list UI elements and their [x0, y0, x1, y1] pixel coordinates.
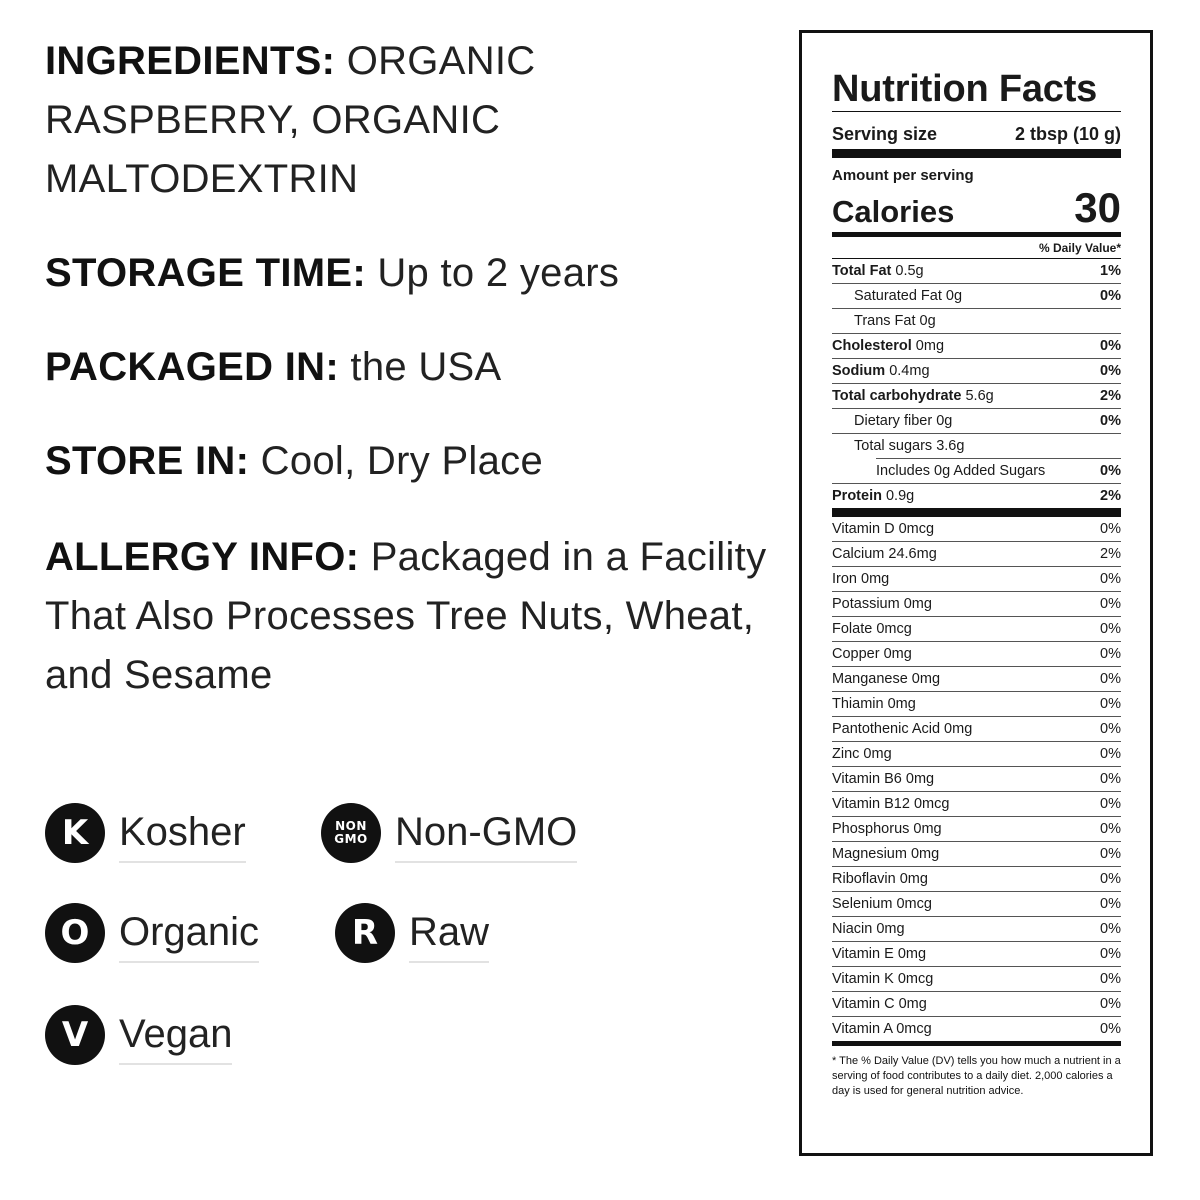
nutrient-row-dietary-fiber — [832, 409, 1121, 434]
vitamin-dv: 0% — [1100, 971, 1121, 987]
nutrient-dv: 0% — [1100, 288, 1121, 304]
store-in-label: STORE IN: — [45, 439, 250, 483]
vitamin-text: Vitamin E 0mg — [832, 946, 927, 962]
nutrient-dv: 2% — [1100, 488, 1121, 504]
nutrient-name: Protein — [832, 488, 882, 504]
vitamin-text: Thiamin 0mg — [832, 696, 916, 712]
vitamin-dv: 0% — [1100, 696, 1121, 712]
vitamin-row — [832, 792, 1121, 817]
non-gmo-icon — [321, 803, 381, 863]
divider — [832, 508, 1121, 517]
nutrient-dv: 0% — [1100, 363, 1121, 379]
vitamin-text: Niacin 0mg — [832, 921, 905, 937]
organic-icon: O — [45, 903, 105, 963]
nutrient-amount: 0g — [919, 313, 936, 329]
vitamin-row — [832, 967, 1121, 992]
vitamin-text: Phosphorus 0mg — [832, 821, 942, 837]
organic-badge — [45, 903, 259, 963]
store-in-info — [45, 432, 543, 491]
nutrient-amount: 0.5g — [895, 263, 924, 279]
raw-icon: R — [335, 903, 395, 963]
vitamin-text: Vitamin D 0mcg — [832, 521, 935, 537]
divider — [832, 1041, 1121, 1046]
daily-value-header: % Daily Value* — [832, 237, 1121, 259]
vitamin-row — [832, 867, 1121, 892]
nutrient-row-cholesterol — [832, 334, 1121, 359]
vitamin-dv: 0% — [1100, 646, 1121, 662]
vitamin-dv: 0% — [1100, 796, 1121, 812]
nutrient-row-protein — [832, 484, 1121, 508]
vitamin-text: Folate 0mcg — [832, 621, 912, 637]
vitamin-row — [832, 592, 1121, 617]
nutrient-dv: 0% — [1100, 463, 1121, 479]
non-gmo-icon-top: NON — [335, 819, 367, 833]
nutrient-dv: 0% — [1100, 413, 1121, 429]
vitamin-dv: 0% — [1100, 996, 1121, 1012]
vitamin-row — [832, 767, 1121, 792]
nutrient-amount: 0.9g — [885, 488, 915, 504]
vitamin-text: Riboflavin 0mg — [832, 871, 928, 887]
vegan-icon: V — [45, 1005, 105, 1065]
raw-label: Raw — [409, 909, 489, 963]
calories-row — [832, 184, 1121, 232]
vitamin-dv: 0% — [1100, 596, 1121, 612]
nutrient-row-sodium — [832, 359, 1121, 384]
ingredients-value: ORGANIC RASPBERRY, ORGANIC MALTODEXTRIN — [45, 39, 536, 201]
vitamin-row — [832, 692, 1121, 717]
calories-label: Calories — [832, 194, 955, 229]
vitamin-text: Iron 0mg — [832, 571, 890, 587]
vitamin-row — [832, 517, 1121, 542]
nutrient-row-total-carbohydrate — [832, 384, 1121, 409]
vitamin-dv: 0% — [1100, 521, 1121, 537]
vitamin-dv: 0% — [1100, 846, 1121, 862]
nutrient-dv: 1% — [1100, 263, 1121, 279]
vitamin-dv: 0% — [1100, 771, 1121, 787]
vitamin-row — [832, 617, 1121, 642]
vitamin-dv: 0% — [1100, 821, 1121, 837]
nutrition-facts-panel — [799, 30, 1153, 1156]
allergy-label: ALLERGY INFO: — [45, 535, 360, 579]
vitamin-text: Magnesium 0mg — [832, 846, 940, 862]
nutrient-row-trans-fat — [832, 309, 1121, 334]
allergy-value: Packaged in a Facility That Also Processes Tree Nuts, Wheat, and Sesame — [45, 535, 767, 697]
nutrition-facts-title: Nutrition Facts — [832, 68, 1098, 110]
packaged-in-label: PACKAGED IN: — [45, 345, 339, 389]
vitamin-text: Selenium 0mcg — [832, 896, 932, 912]
vitamin-dv: 2% — [1100, 546, 1121, 562]
nutrient-dv: 0% — [1100, 338, 1121, 354]
raw-badge — [335, 903, 489, 963]
vitamin-dv: 0% — [1100, 871, 1121, 887]
storage-time-label: STORAGE TIME: — [45, 251, 366, 295]
ingredients-label: INGREDIENTS: — [45, 39, 336, 83]
vitamin-text: Vitamin B6 0mg — [832, 771, 935, 787]
organic-label: Organic — [119, 909, 259, 963]
nutrient-amount: 0mg — [915, 338, 945, 354]
serving-size-label: Serving size — [832, 124, 938, 144]
nutrient-row-saturated-fat — [832, 284, 1121, 309]
non-gmo-badge — [321, 803, 577, 863]
nutrient-row-added-sugars — [832, 459, 1121, 484]
kosher-icon: K — [45, 803, 105, 863]
nutrient-name: Total sugars — [854, 438, 933, 454]
vitamin-text: Pantothenic Acid 0mg — [832, 721, 973, 737]
nutrient-name: Saturated Fat — [854, 288, 942, 304]
vitamin-row — [832, 892, 1121, 917]
vitamin-row — [832, 817, 1121, 842]
vitamin-dv: 0% — [1100, 571, 1121, 587]
vitamin-dv: 0% — [1100, 921, 1121, 937]
vitamin-row — [832, 667, 1121, 692]
vitamin-text: Manganese 0mg — [832, 671, 941, 687]
storage-time-info — [45, 244, 619, 303]
nutrient-name: Total carbohydrate — [832, 388, 962, 404]
vitamin-text: Vitamin C 0mg — [832, 996, 927, 1012]
vitamin-row — [832, 917, 1121, 942]
store-in-value: Cool, Dry Place — [260, 439, 544, 483]
storage-time-value: Up to 2 years — [377, 251, 620, 295]
ingredients-info — [45, 32, 785, 209]
vegan-label: Vegan — [119, 1011, 232, 1065]
nutrient-amount: 0g — [945, 288, 963, 304]
vitamin-text: Calcium 24.6mg — [832, 546, 937, 562]
vitamin-row — [832, 992, 1121, 1017]
vitamin-text: Copper 0mg — [832, 646, 912, 662]
nutrient-name: Cholesterol — [832, 338, 912, 354]
nutrient-name: Total Fat — [832, 263, 892, 279]
nutrient-row-total-sugars — [832, 434, 1121, 458]
vitamin-text: Vitamin B12 0mcg — [832, 796, 950, 812]
vitamin-row — [832, 567, 1121, 592]
nutrient-amount: 0.4mg — [889, 363, 930, 379]
vitamins-list — [832, 517, 1121, 1041]
vegan-badge — [45, 1005, 232, 1065]
vitamin-row — [832, 542, 1121, 567]
calories-value: 30 — [1074, 184, 1121, 231]
vitamin-row — [832, 742, 1121, 767]
nutrient-amount: 3.6g — [936, 438, 965, 454]
vitamin-dv: 0% — [1100, 671, 1121, 687]
amount-per-serving: Amount per serving — [832, 167, 974, 184]
packaged-in-value: the USA — [350, 345, 502, 389]
vitamin-row — [832, 942, 1121, 967]
nutrient-row-total-fat — [832, 259, 1121, 284]
vitamin-text: Vitamin K 0mcg — [832, 971, 934, 987]
nutrient-name: Includes 0g Added Sugars — [876, 463, 1046, 479]
kosher-label: Kosher — [119, 809, 246, 863]
allergy-info — [45, 528, 785, 705]
vitamin-dv: 0% — [1100, 721, 1121, 737]
nutrient-name: Sodium — [832, 363, 886, 379]
vitamin-dv: 0% — [1100, 746, 1121, 762]
vitamin-row — [832, 642, 1121, 667]
non-gmo-label: Non-GMO — [395, 809, 577, 863]
nutrient-name: Dietary fiber — [854, 413, 933, 429]
nutrient-dv: 2% — [1100, 388, 1121, 404]
divider — [832, 149, 1121, 158]
nutrient-amount: 5.6g — [965, 388, 994, 404]
nutrient-amount: 0g — [936, 413, 953, 429]
vitamin-row — [832, 717, 1121, 742]
vitamin-text: Zinc 0mg — [832, 746, 892, 762]
daily-value-footnote: * The % Daily Value (DV) tells you how much a nutrient in a serving of food contributes to a daily diet. 2,000 calories a day is used for general nutrition advice. — [832, 1055, 1121, 1097]
serving-size-row — [832, 112, 1121, 149]
vitamin-dv: 0% — [1100, 896, 1121, 912]
vitamin-text: Potassium 0mg — [832, 596, 932, 612]
vitamin-dv: 0% — [1100, 946, 1121, 962]
vitamin-dv: 0% — [1100, 1021, 1121, 1037]
vitamin-row — [832, 1017, 1121, 1041]
vitamin-row — [832, 842, 1121, 867]
nutrient-name: Trans Fat — [854, 313, 916, 329]
vitamin-text: Vitamin A 0mcg — [832, 1021, 932, 1037]
kosher-badge — [45, 803, 246, 863]
packaged-in-info — [45, 338, 501, 397]
serving-size-value: 2 tbsp (10 g) — [1014, 124, 1121, 144]
vitamin-dv: 0% — [1100, 621, 1121, 637]
non-gmo-icon-bottom: GMO — [334, 832, 368, 846]
